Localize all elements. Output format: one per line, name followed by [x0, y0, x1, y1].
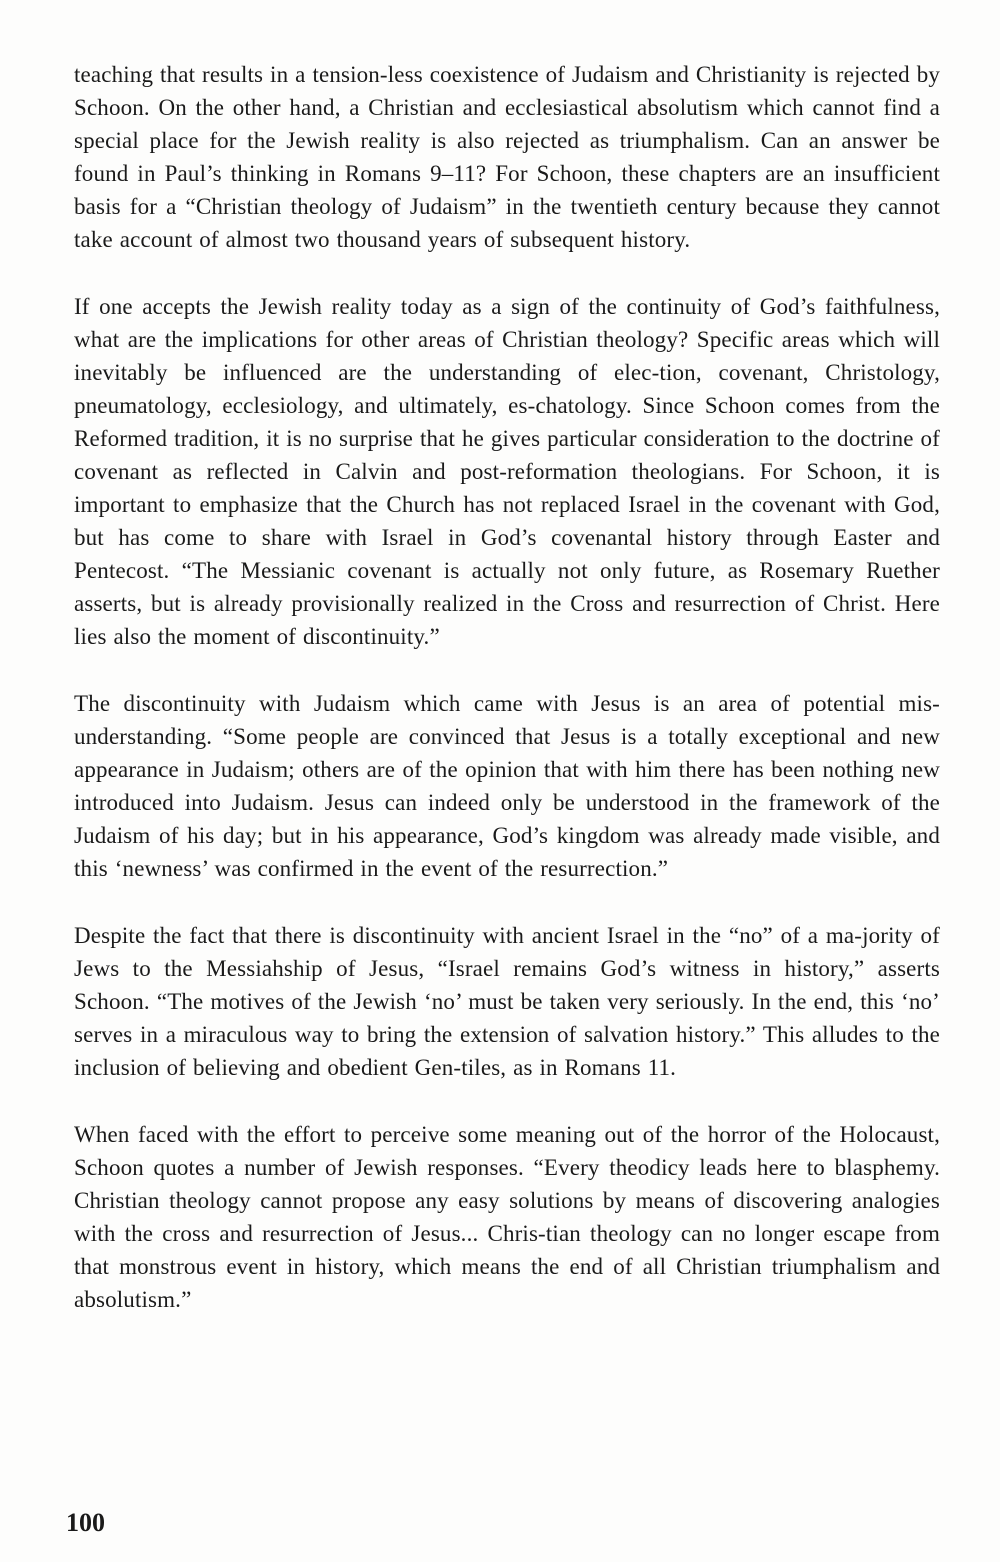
paragraph: If one accepts the Jewish reality today as a sign of the continuity of God’s faithfulness, what are the implications for other areas of Christian theology? Specific areas which will inevitably be influenced are the understanding of elec-tion, covenant, Christology, pneumatology, ecclesiology, and ultimately, es-chatology. Since Schoon comes from the Reformed tradition, it is no surprise that he gives particular consideration to the doctrine of covenant as reflected in Calvin and post-reformation theologians. For Schoon, it is important to emphasize that the Church has not replaced Israel in the covenant with God, but has come to share with Israel in God’s covenantal history through Easter and Pentecost. “The Messianic covenant is actually not only future, as Rosemary Ruether asserts, but is already provisionally realized in the Cross and resurrection of Christ. Here lies also the moment of discontinuity.”: [74, 294, 940, 649]
paragraph: teaching that results in a tension-less coexistence of Judaism and Christianity is rejected by Schoon. On the other hand, a Christian and ecclesiastical absolutism which cannot find a special place for the Jewish reality is also rejected as triumphalism. Can an answer be found in Paul’s thinking in Romans 9–11? For Schoon, these chapters are an insufficient basis for a “Christian theology of Judaism” in the twentieth century because they cannot take account of almost two thousand years of subsequent history.: [74, 62, 940, 252]
body-text: [74, 58, 940, 1350]
page-number: 100: [66, 1508, 105, 1537]
paragraph: The discontinuity with Judaism which came with Jesus is an area of potential mis-understanding. “Some people are convinced that Jesus is a totally exceptional and new appearance in Judaism; others are of the opinion that with him there has been nothing new introduced into Judaism. Jesus can indeed only be understood in the framework of the Judaism of his day; but in his appearance, God’s kingdom was already made visible, and this ‘newness’ was confirmed in the event of the resurrection.”: [74, 691, 940, 881]
paragraph: Despite the fact that there is discontinuity with ancient Israel in the “no” of a ma-jority of Jews to the Messiahship of Jesus, “Israel remains God’s witness in history,” asserts Schoon. “The motives of the Jewish ‘no’ must be taken very seriously. In the end, this ‘no’ serves in a miraculous way to bring the extension of salvation history.” This alludes to the inclusion of believing and obedient Gen-tiles, as in Romans 11.: [74, 923, 940, 1080]
paragraph: When faced with the effort to perceive some meaning out of the horror of the Holocaust, Schoon quotes a number of Jewish responses. “Every theodicy leads here to blasphemy. Christian theology cannot propose any easy solutions by means of discovering analogies with the cross and resurrection of Jesus... Chris-tian theology can no longer escape from that monstrous event in history, which means the end of all Christian triumphalism and absolutism.”: [74, 1122, 940, 1312]
